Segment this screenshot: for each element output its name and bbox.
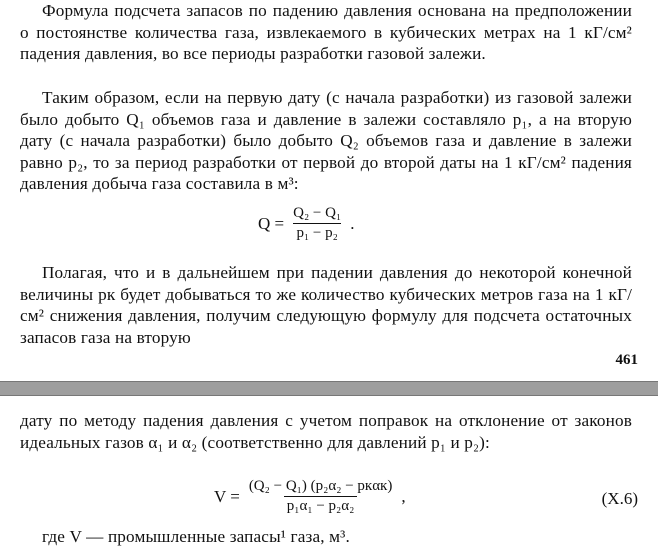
formula-q-numerator: Q₂ − Q₁ xyxy=(293,205,342,221)
formula-v-denominator: p₁α₁ − p₂α₂ xyxy=(284,496,358,515)
page-number: 461 xyxy=(615,352,638,368)
formula-q-lhs: Q = xyxy=(258,213,285,233)
formula-q-denominator: p₁ − p₂ xyxy=(293,223,340,242)
paragraph-1: Формула подсчета запасов по падению давления основана на предположении о постоянстве количества газа, извлекаемого в кубических метрах на 1 кГ/см² падения давления, во все периоды разработки газовой залежи. xyxy=(20,1,632,64)
equation-number: (X.6) xyxy=(601,489,638,508)
page-separator xyxy=(0,381,658,396)
formula-q-tail: . xyxy=(350,213,355,233)
page-bottom xyxy=(0,396,658,551)
paragraph-5: где V — промышленные запасы¹ газа, м³. xyxy=(42,527,350,546)
paragraph-2: Таким образом, если на первую дату (с начала разработки) из газовой залежи было добыто Q₁ объемов газа и давление в залежи составляло p₁, а на вторую дату (с начала разработки) было добыто Q₂ объемов газа и давление в залежи равно p₂, то за период разработки от первой до второй даты на 1 кГ/см² падения давления добыча газа составила в м³: xyxy=(20,88,632,194)
formula-q-fraction xyxy=(290,205,344,242)
formula-v-numerator: (Q₂ − Q₁) (p₂α₂ − pкαк) xyxy=(248,478,393,494)
paragraph-3: Полагая, что и в дальнейшем при падении давления до некоторой конечной величины pк будет добываться то же количество кубических метров газа на 1 кГ/см² снижения давления, получим следующую формулу для подсчета остаточных запасов газа на вторую xyxy=(20,263,632,347)
formula-v-tail: , xyxy=(401,486,406,506)
formula-v-lhs: V = xyxy=(214,486,240,506)
formula-v-fraction xyxy=(246,478,396,515)
paragraph-4: дату по методу падения давления с учетом поправок на отклонение от законов идеальных газов α₁ и α₂ (соответственно для давлений p₁ и p₂): xyxy=(20,411,632,452)
formula-v xyxy=(214,478,406,515)
formula-q xyxy=(258,205,354,242)
